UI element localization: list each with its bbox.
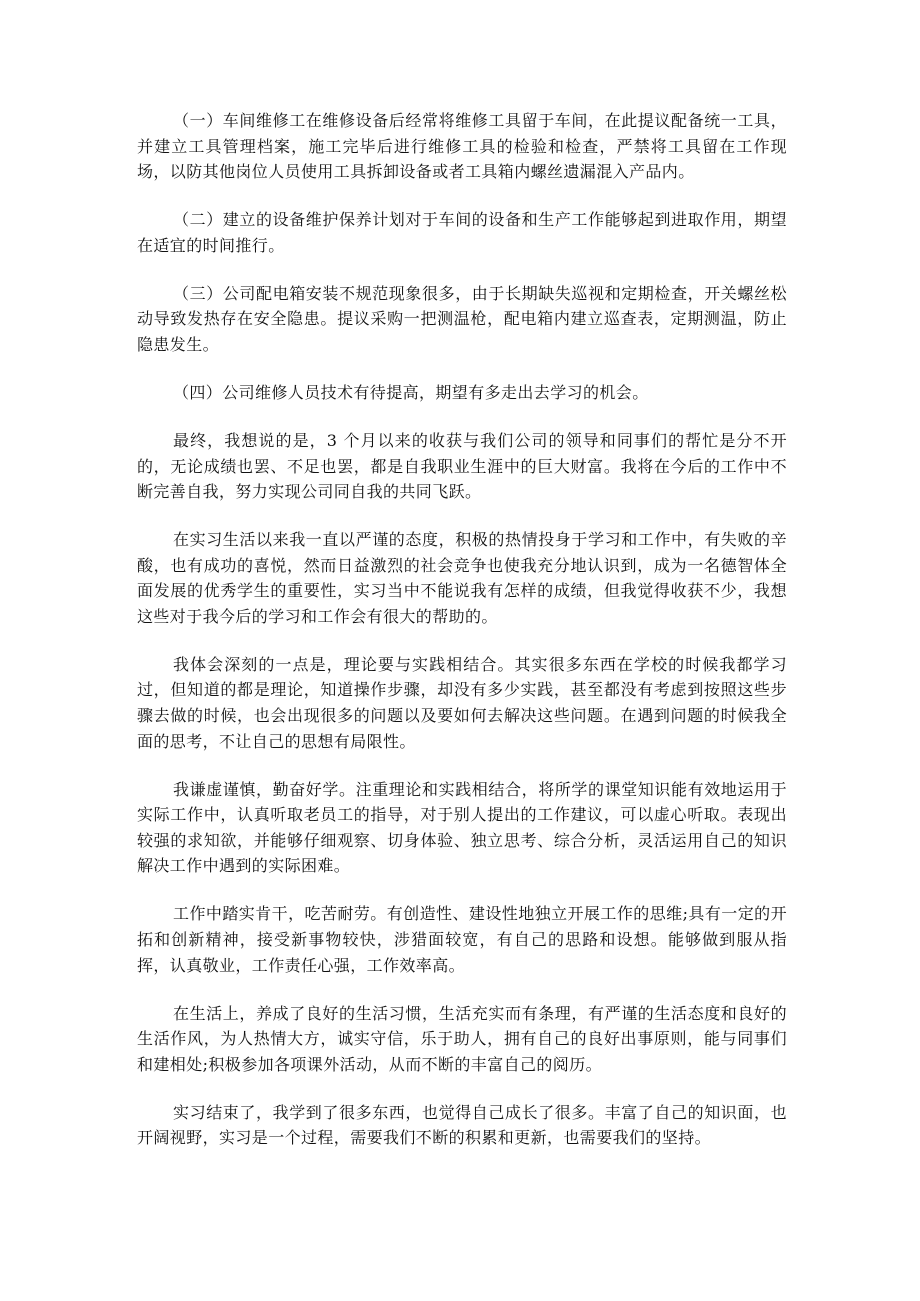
paragraph-theory-practice: 我体会深刻的一点是，理论要与实践相结合。其实很多东西在学校的时候我都学习过，但知道的都是理论，知道操作步骤，却没有多少实践，甚至都没有考虑到按照这些步骤去做的时候，也会出现很多的问题以及要如何去解决这些问题。在遇到问题的时候我全面的思考，不让自己的思想有局限性。 xyxy=(137,654,787,751)
paragraph-work-attitude: 工作中踏实肯干，吃苦耐劳。有创造性、建设性地独立开展工作的思维;具有一定的开拓和创新精神，接受新事物较快，涉猎面较宽，有自己的思路和设想。能够做到服从指挥，认真敬业，工作责任心强，工作效率高。 xyxy=(137,904,787,975)
paragraph-life: 在生活上，养成了良好的生活习惯，生活充实而有条理，有严谨的生活态度和良好的生活作风，为人热情大方，诚实守信，乐于助人，拥有自己的良好出事原则，能与同事们和建相处;积极参加各项课外活动，从而不断的丰富自己的阅历。 xyxy=(137,1003,787,1074)
paragraph-suggestion-4: （四）公司维修人员技术有待提高，期望有多走出去学习的机会。 xyxy=(173,382,649,402)
paragraph-suggestion-2: （二）建立的设备维护保养计划对于车间的设备和生产工作能够起到进取作用，期望在适宜的时间推行。 xyxy=(137,210,787,255)
paragraph-suggestion-1: （一）车间维修工在维修设备后经常将维修工具留于车间，在此提议配备统一工具，并建立工具管理档案，施工完毕后进行维修工具的检验和检查，严禁将工具留在工作现场，以防其他岗位人员使用工具拆卸设备或者工具箱内螺丝遗漏混入产品内。 xyxy=(137,111,787,182)
paragraph-closing: 最终，我想说的是，3 个月以来的收获与我们公司的领导和同事们的帮忙是分不开的，无论成绩也罢、不足也罢，都是自我职业生涯中的巨大财富。我将在今后的工作中不断完善自我，努力实现公司同自我的共同飞跃。 xyxy=(137,430,787,502)
paragraph-suggestion-3: （三）公司配电箱安装不规范现象很多，由于长期缺失巡视和定期检查，开关螺丝松动导致发热存在安全隐患。提议采购一把测温枪，配电箱内建立巡查表，定期测温，防止隐患发生。 xyxy=(137,283,787,354)
document-body xyxy=(137,108,787,1173)
paragraph-internship-attitude: 在实习生活以来我一直以严谨的态度，积极的热情投身于学习和工作中，有失败的辛酸，也有成功的喜悦，然而日益激烈的社会竞争也使我充分地认识到，成为一名德智体全面发展的优秀学生的重要性，实习当中不能说我有怎样的成绩，但我觉得收获不少，我想这些对于我今后的学习和工作会有很大的帮助的。 xyxy=(137,530,787,626)
paragraph-conclusion: 实习结束了，我学到了很多东西，也觉得自己成长了很多。丰富了自己的知识面，也开阔视野，实习是一个过程，需要我们不断的积累和更新，也需要我们的坚持。 xyxy=(137,1102,787,1148)
paragraph-learning: 我谦虚谨慎，勤奋好学。注重理论和实践相结合，将所学的课堂知识能有效地运用于实际工作中，认真听取老员工的指导，对于别人提出的工作建议，可以虚心听取。表现出较强的求知欲，并能够仔细观察、切身体验、独立思考、综合分析，灵活运用自己的知识解决工作中遇到的实际困难。 xyxy=(137,779,787,876)
